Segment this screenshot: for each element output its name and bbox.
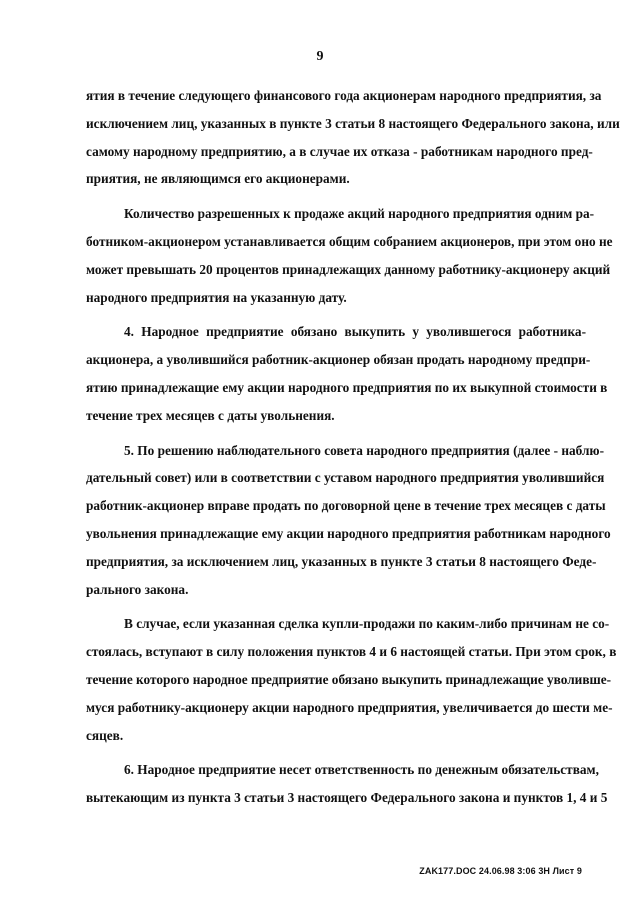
- document-footer: ZAK177.DOC 24.06.98 3:06 3H Лист 9: [419, 866, 582, 876]
- paragraph-line: Количество разрешенных к продаже акций народного предприятия одним ра-: [124, 206, 595, 222]
- paragraph-line: приятия, не являющимся его акционерами.: [86, 171, 350, 187]
- paragraph-line: рального закона.: [86, 581, 189, 597]
- paragraph-gap: [86, 193, 586, 200]
- paragraph-line: работник-акционер вправе продать по договорной цене в течение трех месяцев с даты: [86, 498, 606, 514]
- paragraph: [86, 756, 608, 812]
- paragraph-line: самому народному предприятию, а в случае их отказа - работникам народного пред-: [86, 143, 593, 159]
- paragraph-line: народного предприятия на указанную дату.: [86, 289, 347, 305]
- paragraph: [86, 437, 611, 604]
- paragraph-line: дательный совет) или в соответствии с уставом народного предприятия уволившийся: [86, 470, 605, 486]
- paragraph-line: 6. Народное предприятие несет ответственность по денежным обязательствам,: [124, 762, 599, 778]
- paragraph-line: ятия в течение следующего финансового года акционерам народного предприятия, за: [86, 88, 602, 103]
- paragraph-line: 5. По решению наблюдательного совета народного предприятия (далее - наблю-: [124, 442, 604, 458]
- paragraph-gap: [86, 603, 586, 610]
- paragraph-gap: [86, 749, 586, 756]
- paragraph: [86, 318, 608, 429]
- paragraph-line: ботником-акционером устанавливается общим собранием акционеров, при этом оно не: [86, 233, 613, 249]
- paragraph-line: исключением лиц, указанных в пункте 3 статьи 8 настоящего Федерального закона, или: [86, 115, 620, 131]
- paragraph-line: сяцев.: [86, 727, 124, 743]
- paragraph-line: может превышать 20 процентов принадлежащих данному работнику-акционеру акций: [86, 261, 611, 277]
- paragraph-line: муся работнику-акционеру акции народного предприятия, увеличивается до шести ме-: [86, 699, 613, 715]
- paragraph-line: течение которого народное предприятие обязано выкупить принадлежащие уволивше-: [86, 671, 612, 687]
- paragraph-line: ятию принадлежащие ему акции народного предприятия по их выкупной стоимости в: [86, 379, 608, 395]
- paragraph: [86, 610, 617, 749]
- page-number: 9: [316, 49, 324, 64]
- paragraph: [86, 200, 613, 311]
- paragraph-line: предприятия, за исключением лиц, указанных в пункте 3 статьи 8 настоящего Феде-: [86, 553, 597, 569]
- paragraph-line: вытекающим из пункта 3 статьи 3 настоящего Федерального закона и пунктов 1, 4 и 5: [86, 790, 608, 806]
- paragraph: [86, 82, 620, 193]
- document-body: [86, 82, 620, 812]
- paragraph-gap: [86, 311, 586, 318]
- paragraph-gap: [86, 430, 586, 437]
- paragraph-line: В случае, если указанная сделка купли-продажи по каким-либо причинам не со-: [124, 616, 610, 632]
- paragraph-line: акционера, а уволившийся работник-акционер обязан продать народному предпри-: [86, 352, 591, 368]
- paragraph-line: увольнения принадлежащие ему акции народного предприятия работникам народного: [86, 525, 611, 541]
- paragraph-line: стоялась, вступают в силу положения пунктов 4 и 6 настоящей статьи. При этом срок, в: [86, 644, 617, 660]
- paragraph-line: течение трех месяцев с даты увольнения.: [86, 407, 335, 423]
- paragraph-line: 4. Народное предприятие обязано выкупить у уволившегося работника-: [124, 324, 586, 340]
